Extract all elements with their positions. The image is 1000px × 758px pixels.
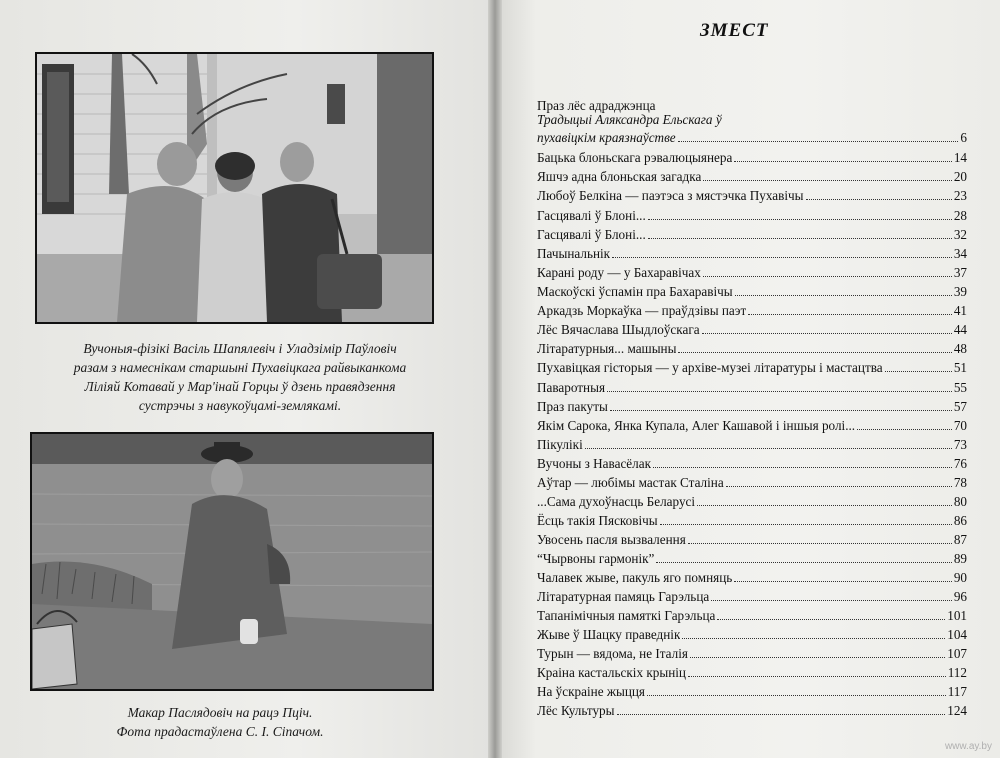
toc-entry-title: Карані роду — у Бахаравічах <box>537 265 701 280</box>
toc-entry-title: Пачынальнік <box>537 246 611 261</box>
toc-entry-title: Увосень пасля вызвалення <box>537 532 686 547</box>
toc-entry-page: 86 <box>953 513 967 528</box>
toc-entry-title: Любоў Белкіна — паэтэса з мястэчка Пухавічы <box>537 188 804 203</box>
toc-entry <box>537 701 967 719</box>
toc-dot-leader <box>656 562 951 563</box>
toc-entry-title: Праз пакуты <box>537 399 608 414</box>
toc-entry <box>537 128 967 146</box>
toc-entry <box>537 378 967 396</box>
toc-entry-title: Літаратурная памяць Гарэльца <box>537 589 710 604</box>
toc-entry-title: Лёс Культуры <box>537 703 615 718</box>
toc-entry-page: 70 <box>953 418 967 433</box>
toc-entry <box>537 167 967 185</box>
caption-line: Макар Паслядовіч на рацэ Пціч. <box>127 705 313 720</box>
toc-entry <box>537 186 967 204</box>
toc-entry-title: Гасцявалі ў Блоні... <box>537 208 646 223</box>
book-spine-gutter <box>488 0 502 758</box>
toc-dot-leader <box>678 352 951 353</box>
toc-entry-page: 107 <box>947 646 967 661</box>
toc-dot-leader <box>726 486 952 487</box>
toc-entry-title: Жыве ў Шацку праведнік <box>537 627 681 642</box>
toc-entry-page: 57 <box>953 399 967 414</box>
toc-entry-title: Тапанімічныя памяткі Гарэльца <box>537 608 716 623</box>
toc-entry-page: 48 <box>953 341 967 356</box>
toc-entry-page: 124 <box>947 703 967 718</box>
toc-entry <box>537 358 967 376</box>
toc-entry <box>537 263 967 281</box>
toc-entry-title: Яшчэ адна блоньская загадка <box>537 169 702 184</box>
toc-entry-title: Гасцявалі ў Блоні... <box>537 227 646 242</box>
toc-entry <box>537 587 967 605</box>
toc-dot-leader <box>585 448 952 449</box>
toc-entry-title: Якім Сарока, Янка Купала, Алег Кашавой і іншыя ролі... <box>537 418 856 433</box>
toc-entry-page: 112 <box>947 665 967 680</box>
toc-entry <box>537 320 967 338</box>
toc-entry-title: “Чырвоны гармонік” <box>537 551 655 566</box>
toc-entry <box>537 682 967 700</box>
caption-line: разам з намеснікам старшыні Пухавіцкага райвыканкома <box>73 360 407 375</box>
watermark: www.ay.by <box>944 741 992 752</box>
toc-entry <box>537 110 967 128</box>
toc-entry-page: 80 <box>953 494 967 509</box>
toc-entry <box>537 511 967 529</box>
toc-dot-leader <box>610 410 952 411</box>
toc-dot-leader <box>857 429 952 430</box>
toc-dot-leader <box>688 676 946 677</box>
toc-entry-page: 55 <box>953 380 967 395</box>
toc-entry-page: 20 <box>953 169 967 184</box>
toc-entry-page: 28 <box>953 208 967 223</box>
toc-entry <box>537 148 967 166</box>
toc-entry-title: Ёсць такія Пясковічы <box>537 513 658 528</box>
toc-entry <box>537 644 967 662</box>
toc-entry-page: 96 <box>953 589 967 604</box>
toc-entry-title: Вучоны з Навасёлак <box>537 456 651 471</box>
toc-entry <box>537 301 967 319</box>
left-page <box>0 0 494 758</box>
toc-dot-leader <box>648 238 952 239</box>
toc-dot-leader <box>612 257 952 258</box>
toc-entry <box>537 225 967 243</box>
toc-entry-title: Пухавіцкая гісторыя — у архіве-музеі літаратуры і мастацтва <box>537 360 883 375</box>
caption-line: Ліліяй Котавай у Мар'інай Горцы ў дзень правядзення <box>84 379 396 394</box>
toc-entry <box>537 435 967 453</box>
toc-dot-leader <box>734 161 951 162</box>
toc-entry-page: 23 <box>953 188 967 203</box>
toc-entry <box>537 416 967 434</box>
toc-entry-page: 39 <box>953 284 967 299</box>
toc-entry <box>537 339 967 357</box>
toc-dot-leader <box>711 600 952 601</box>
fisherman-photo <box>30 432 434 691</box>
toc-dot-leader <box>806 199 952 200</box>
toc-dot-leader <box>653 467 952 468</box>
toc-entry-title: Традыцыі Аляксандра Ельскага ў <box>537 112 722 127</box>
toc-dot-leader <box>735 295 952 296</box>
toc-entry-title: На ўскраіне жыцця <box>537 684 645 699</box>
toc-dot-leader <box>617 714 946 715</box>
toc-dot-leader <box>717 619 945 620</box>
toc-entry-title: Маскоўскі ўспамін пра Бахаравічы <box>537 284 733 299</box>
toc-entry-page: 51 <box>953 360 967 375</box>
caption-line: Фота прадастаўлена С. І. Сіпачом. <box>116 724 324 739</box>
toc-entry-title: ...Сама духоўнасць Беларусі <box>537 494 696 509</box>
toc-entry <box>537 549 967 567</box>
toc-entry-page: 117 <box>947 684 967 699</box>
toc-entry-title: Аркадзь Моркаўка — праўдзівы паэт <box>537 303 747 318</box>
toc-entry <box>537 282 967 300</box>
toc-dot-leader <box>678 141 959 142</box>
toc-dot-leader <box>647 695 946 696</box>
toc-dot-leader <box>697 505 952 506</box>
toc-dot-leader <box>690 657 945 658</box>
toc-entry-page: 76 <box>953 456 967 471</box>
toc-entry-title: Аўтар — любімы мастак Сталіна <box>537 475 724 490</box>
toc-entry-title: Бацька блоньскага рэвалюцыянера <box>537 150 733 165</box>
toc-entry-title: Паваротныя <box>537 380 606 395</box>
toc-entry-page: 14 <box>953 150 967 165</box>
toc-dot-leader <box>748 314 952 315</box>
photo1-caption <box>20 339 460 415</box>
toc-entry-page: 104 <box>947 627 967 642</box>
toc-entry-title: Краіна кастальскіх крыніц <box>537 665 686 680</box>
toc-entry-title: Лёс Вячаслава Шыдлоўскага <box>537 322 700 337</box>
toc-entry <box>537 454 967 472</box>
toc-dot-leader <box>682 638 945 639</box>
toc-dot-leader <box>703 276 952 277</box>
toc-entry-title: Літаратурныя... машыны <box>537 341 677 356</box>
toc-entry-page: 90 <box>953 570 967 585</box>
toc-entry-page: 101 <box>947 608 967 623</box>
toc-entry-page: 41 <box>953 303 967 318</box>
toc-entry-title: Пікулікі <box>537 437 583 452</box>
caption-line: сустрэчы з навукоўцамі-землякамі. <box>138 398 342 413</box>
toc-entry-title: пухавіцкім краязнаўстве <box>537 130 676 145</box>
toc-dot-leader <box>702 333 952 334</box>
group-photo <box>35 52 434 324</box>
toc-entry-title: Чалавек жыве, пакуль яго помняць <box>537 570 733 585</box>
toc-dot-leader <box>734 581 952 582</box>
toc-entry-page: 34 <box>953 246 967 261</box>
photo2-caption <box>40 703 400 741</box>
toc-title: ЗМЕСТ <box>700 20 769 41</box>
toc-entry-title: Праз лёс адраджэнца <box>537 98 656 113</box>
toc-entry <box>537 663 967 681</box>
toc-dot-leader <box>885 371 952 372</box>
toc-entry <box>537 530 967 548</box>
toc-entry <box>537 606 967 624</box>
toc-entry-page: 32 <box>953 227 967 242</box>
toc-dot-leader <box>688 543 952 544</box>
toc-entry <box>537 244 967 262</box>
toc-entry-page: 89 <box>953 551 967 566</box>
toc-entry <box>537 206 967 224</box>
toc-entry-page: 37 <box>953 265 967 280</box>
toc-entry <box>537 492 967 510</box>
toc-dot-leader <box>648 219 952 220</box>
toc-entry <box>537 473 967 491</box>
toc-entry-page: 87 <box>953 532 967 547</box>
toc-entry-title: Турын — вядома, не Італія <box>537 646 688 661</box>
toc-dot-leader <box>607 391 952 392</box>
toc-entry <box>537 625 967 643</box>
toc-entry-page: 6 <box>960 130 967 145</box>
toc-entry <box>537 397 967 415</box>
toc-dot-leader <box>660 524 952 525</box>
caption-line: Вучоныя-фізікі Васіль Шапялевіч і Уладзімір Паўловіч <box>83 341 397 356</box>
toc-entry <box>537 568 967 586</box>
toc-entry-page: 73 <box>953 437 967 452</box>
toc-dot-leader <box>703 180 952 181</box>
toc-entry-page: 78 <box>953 475 967 490</box>
toc-entry-page: 44 <box>953 322 967 337</box>
